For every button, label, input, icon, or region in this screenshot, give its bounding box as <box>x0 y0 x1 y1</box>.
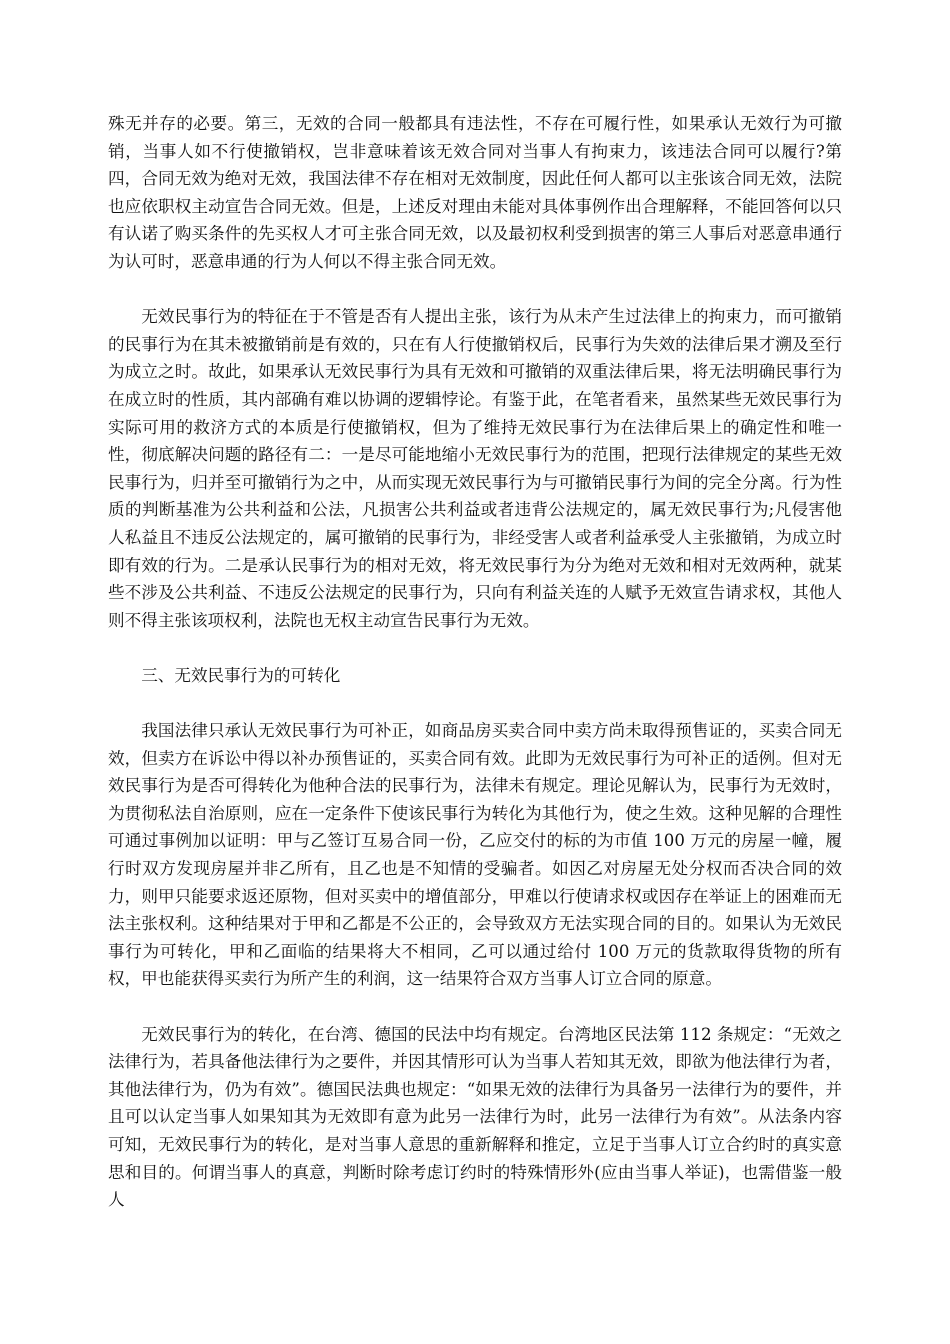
paragraph-5: 无效民事行为的转化，在台湾、德国的民法中均有规定。台湾地区民法第 112 条规定：“无效之法律行为，若具备他法律行为之要件，并因其情形可认为当事人若知其无效，即欲为他法律行为者，其他法律行为，仍为有效”。德国民法典也规定：“如果无效的法律行为具备另一法律行为的要件，并且可以认定当事人如果知其为无效即有意为此另一法律行为时，此另一法律行为有效”。从法条内容可知，无效民事行为的转化，是对当事人意思的重新解释和推定，立足于当事人订立合约时的真实意思和目的。何谓当事人的真意，判断时除考虑订约时的特殊情形外(应由当事人举证)，也需借鉴一般人 <box>108 1024 842 1210</box>
section-heading-3: 三、无效民事行为的可转化 <box>141 665 341 685</box>
document-body <box>108 110 842 1241</box>
paragraph-4: 我国法律只承认无效民事行为可补正，如商品房买卖合同中卖方尚未取得预售证的，买卖合同无效，但卖方在诉讼中得以补办预售证的，买卖合同有效。此即为无效民事行为可补正的适例。但对无效民事行为是否可得转化为他种合法的民事行为，法律未有规定。理论见解认为，民事行为无效时，为贯彻私法自治原则，应在一定条件下使该民事行为转化为其他行为，使之生效。这种见解的合理性可通过事例加以证明：甲与乙签订互易合同一份，乙应交付的标的为市值 100 万元的房屋一幢，履行时双方发现房屋并非乙所有，且乙也是不知情的受骗者。如因乙对房屋无处分权而否决合同的效力，则甲只能要求返还原物，但对买卖中的增值部分，甲难以行使请求权或因存在举证上的困难而无法主张权利。这种结果对于甲和乙都是不公正的，会导致双方无法实现合同的目的。如果认为无效民事行为可转化，甲和乙面临的结果将大不相同，乙可以通过给付 100 万元的货款取得货物的所有权，甲也能获得买卖行为所产生的利润，这一结果符合双方当事人订立合同的原意。 <box>108 721 842 989</box>
paragraph-2: 无效民事行为的特征在于不管是否有人提出主张，该行为从未产生过法律上的拘束力，而可撤销的民事行为在其未被撤销前是有效的，只在有人行使撤销权后，民事行为失效的法律后果才溯及至行为成立之时。故此，如果承认无效民事行为具有无效和可撤销的双重法律后果，将无法明确民事行为在成立时的性质，其内部确有难以协调的逻辑悖论。有鉴于此，在笔者看来，虽然某些无效民事行为实际可用的救济方式的本质是行使撤销权，但为了维持无效民事行为在法律后果上的确定性和唯一性，彻底解决问题的路径有二：一是尽可能地缩小无效民事行为的范围，把现行法律规定的某些无效民事行为，归并至可撤销行为之中，从而实现无效民事行为与可撤销民事行为间的完全分离。行为性质的判断基准为公共利益和公法，凡损害公共利益或者违背公法规定的，属无效民事行为;凡侵害他人私益且不违反公法规定的，属可撤销的民事行为，非经受害人或者利益承受人主张撤销，为成立时即有效的行为。二是承认民事行为的相对无效，将无效民事行为分为绝对无效和相对无效两种，就某些不涉及公共利益、不违反公法规定的民事行为，只向有利益关连的人赋予无效宣告请求权，其他人则不得主张该项权利，法院也无权主动宣告民事行为无效。 <box>108 307 842 630</box>
paragraph-1: 殊无并存的必要。第三，无效的合同一般都具有违法性，不存在可履行性，如果承认无效行为可撤销，当事人如不行使撤销权，岂非意味着该无效合同对当事人有拘束力，该违法合同可以履行?第四，合同无效为绝对无效，我国法律不存在相对无效制度，因此任何人都可以主张该合同无效，法院也应依职权主动宣告合同无效。但是，上述反对理由未能对具体事例作出合理解释，不能回答何以只有认诺了购买条件的先买权人才可主张合同无效，以及最初权利受到损害的第三人事后对恶意串通行为认可时，恶意串通的行为人何以不得主张合同无效。 <box>108 114 842 271</box>
